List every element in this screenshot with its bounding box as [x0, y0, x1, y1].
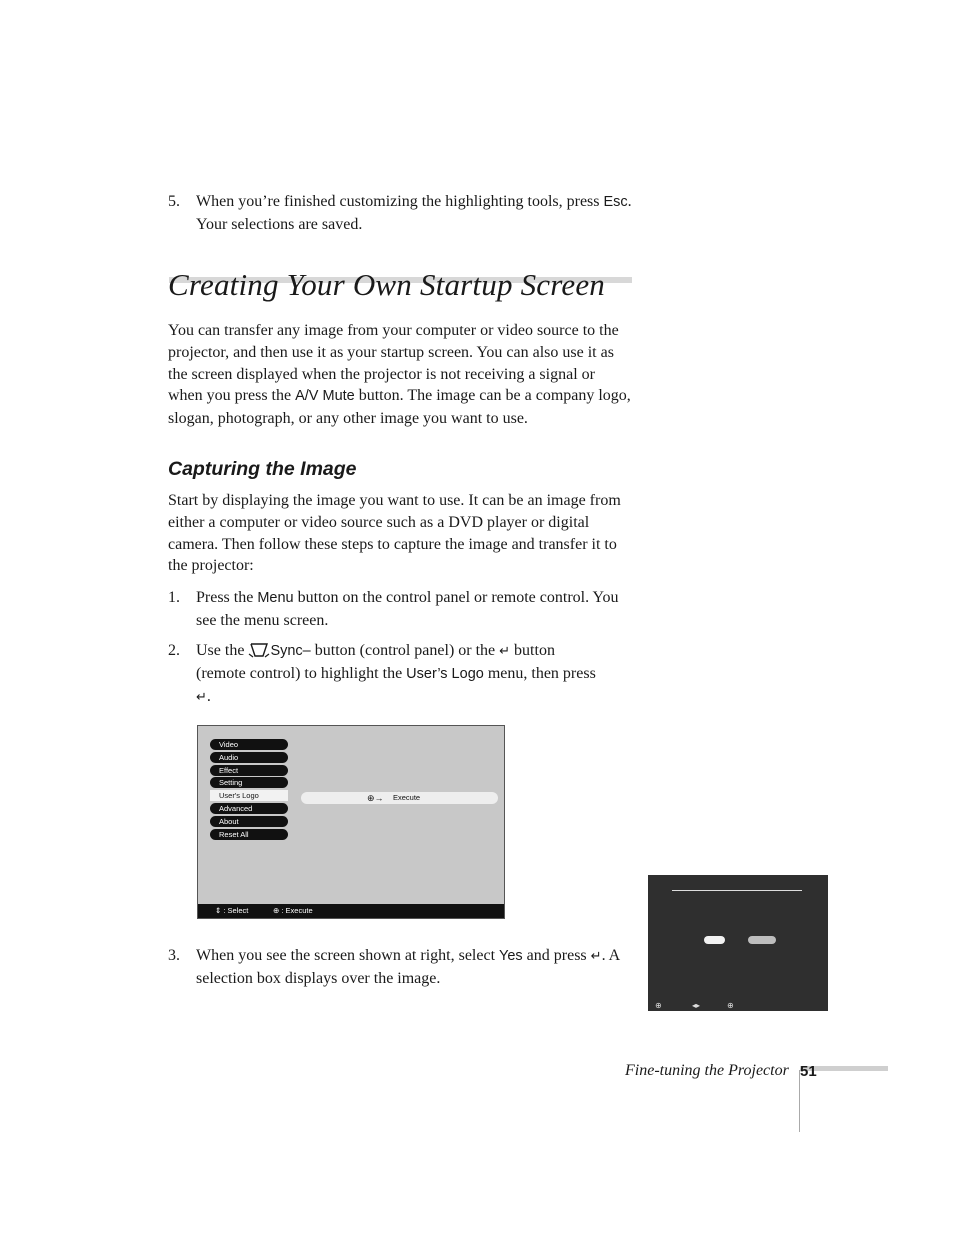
section-title: Creating Your Own Startup Screen: [168, 267, 605, 302]
execute-label: Execute: [393, 793, 421, 802]
subsection-title: Capturing the Image: [168, 458, 357, 480]
step-text: . Your selections are saved.: [196, 193, 632, 233]
enter-icon: ↵: [590, 949, 602, 964]
no-option: [748, 936, 776, 944]
page-number: 51: [800, 1063, 817, 1080]
menu-item-advanced: Advanced: [210, 803, 288, 814]
enter-icon: ↵: [499, 644, 511, 659]
dialog-divider: [672, 890, 802, 891]
step-number: 3.: [168, 947, 180, 964]
arrows-icon: ◂▸: [692, 1001, 701, 1010]
execute-icon: ⊕: [727, 1001, 734, 1010]
execute-icon: ⊕→: [367, 793, 384, 803]
status-select: ⇕ : Select: [215, 906, 249, 915]
keystone-sync-icon: [248, 642, 270, 658]
chapter-title: Fine-tuning the Projector: [625, 1062, 789, 1079]
status-bar: [198, 904, 504, 918]
key-av-mute: A/V Mute: [295, 388, 355, 405]
menu-item-audio: Audio: [210, 752, 288, 763]
enter-icon: ↵: [196, 689, 207, 705]
section-intro: You can transfer any image from your computer or video source to the projector, and then use it as your startup screen. You can also use it as the screen displayed when the projector is not receiving a signal or when you press the A/V Mute button. The image can be a company logo, slogan, photograph, or any other image you want to use.: [168, 322, 631, 428]
key-menu: Menu: [257, 590, 294, 606]
step-number: 1.: [168, 589, 180, 606]
key-yes: Yes: [499, 948, 523, 964]
menu-item-setting: Setting: [210, 777, 288, 788]
subsection-intro: Start by displaying the image you want to use. It can be an image from either a computer or video source such as a DVD player or digital camera. Then follow these steps to capture the image and transfer it to the projector:: [168, 492, 621, 575]
step-text: When you’re finished customizing the highlighting tools, press: [196, 193, 604, 210]
step-1: 1. Press the Menu button on the control panel or remote control. You see the menu screen.: [168, 589, 619, 629]
step-2: 2. Use the Sync– button (control panel) or the ↵ button (remote control) to highlight the User’s Logo menu, then press ↵.: [168, 642, 596, 705]
key-esc: Esc: [603, 194, 628, 210]
menu-item-reset-all: Reset All: [210, 829, 288, 840]
select-icon: ⊕: [655, 1001, 662, 1010]
menu-item-effect: Effect: [210, 765, 288, 776]
step-number: 5.: [168, 193, 180, 210]
yes-option: [704, 936, 725, 944]
key-sync: Sync–: [270, 643, 311, 659]
step-number: 2.: [168, 642, 180, 659]
menu-item-users-logo: User's Logo: [210, 790, 288, 801]
step-5: [168, 191, 638, 237]
menu-screenshot: [197, 725, 505, 919]
menu-item-video: Video: [210, 739, 288, 750]
execute-bar: [301, 792, 498, 804]
key-users-logo: User’s Logo: [406, 665, 484, 682]
status-execute: ⊕ : Execute: [273, 906, 313, 915]
menu-list: [210, 739, 288, 841]
step-3: 3. When you see the screen shown at right, select Yes and press ↵. A selection box displays over the image.: [168, 947, 620, 987]
menu-item-about: About: [210, 816, 288, 827]
confirm-dialog-screenshot: [648, 875, 828, 1011]
